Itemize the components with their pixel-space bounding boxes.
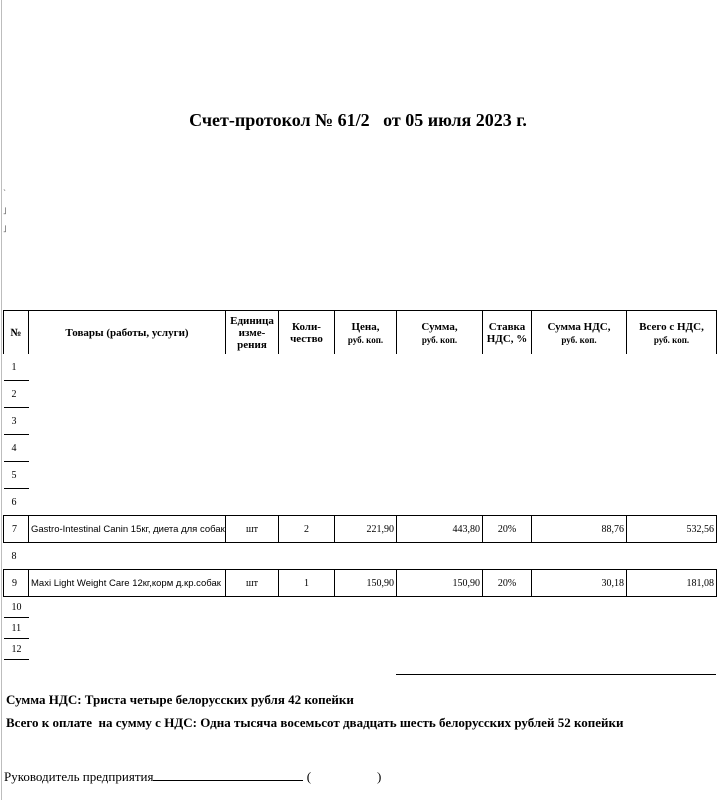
header-price: Цена, руб. коп. — [335, 311, 397, 355]
margin-mark: ˩ — [3, 224, 7, 234]
row-number: 11 — [4, 618, 29, 639]
table-row-item-9 — [4, 570, 717, 597]
table-row — [4, 639, 717, 660]
table-header-row — [4, 311, 717, 355]
item-unit: шт — [226, 570, 279, 597]
table-row — [4, 543, 717, 570]
row-number: 8 — [4, 543, 29, 570]
invoice-table — [3, 310, 717, 660]
total-amount-text: Всего к оплате на сумму с НДС: Одна тысяча восемьсот двадцать шесть белорусских рублей 52 копейки — [6, 715, 624, 730]
table-row — [4, 354, 717, 381]
item-unit: шт — [226, 516, 279, 543]
table-row — [4, 408, 717, 435]
row-number: 9 — [4, 570, 29, 597]
table-row — [4, 381, 717, 408]
header-goods: Товары (работы, услуги) — [29, 311, 226, 355]
item-vat-rate: 20% — [483, 570, 532, 597]
item-vat-sum: 30,18 — [532, 570, 627, 597]
item-sum: 150,90 — [397, 570, 483, 597]
table-row-item-7 — [4, 516, 717, 543]
row-number: 3 — [4, 408, 29, 435]
item-quantity: 2 — [279, 516, 335, 543]
table-row — [4, 597, 717, 618]
item-vat-rate: 20% — [483, 516, 532, 543]
signature-blank — [153, 768, 303, 781]
item-sum: 443,80 — [397, 516, 483, 543]
table-row — [4, 435, 717, 462]
paren-open: ( — [303, 769, 312, 784]
row-number: 6 — [4, 489, 29, 516]
header-number: № — [4, 311, 29, 355]
header-sum: Сумма, руб. коп. — [397, 311, 483, 355]
row-number: 1 — [4, 354, 29, 381]
item-name: Maxi Light Weight Care 12кг,корм д.кр.собак — [29, 570, 226, 597]
row-number: 5 — [4, 462, 29, 489]
signature-label: Руководитель предприятия — [4, 769, 154, 784]
director-signature — [4, 768, 381, 785]
header-vat-sum: Сумма НДС, руб. коп. — [532, 311, 627, 355]
item-quantity: 1 — [279, 570, 335, 597]
paren-close: ) — [377, 769, 382, 784]
header-total: Всего с НДС, руб. коп. — [627, 311, 717, 355]
item-price: 150,90 — [335, 570, 397, 597]
row-number: 10 — [4, 597, 29, 618]
row-number: 4 — [4, 435, 29, 462]
margin-mark: ` — [3, 188, 6, 198]
row-number: 7 — [4, 516, 29, 543]
document-title: Счет-протокол № 61/2 от 05 июля 2023 г. — [189, 110, 527, 130]
header-quantity: Коли- чество — [279, 311, 335, 355]
vat-amount-text: Сумма НДС: Триста четыре белорусских рубля 42 копейки — [6, 692, 354, 707]
row-number: 2 — [4, 381, 29, 408]
row-number: 12 — [4, 639, 29, 660]
header-unit: Единица изме- рения — [226, 311, 279, 355]
header-vat-rate: Ставка НДС, % — [483, 311, 532, 355]
item-total: 181,08 — [627, 570, 717, 597]
item-price: 221,90 — [335, 516, 397, 543]
totals-rule — [396, 674, 716, 675]
table-row — [4, 489, 717, 516]
table-row — [4, 462, 717, 489]
margin-mark: ˩ — [3, 206, 7, 216]
item-vat-sum: 88,76 — [532, 516, 627, 543]
item-name: Gastro-Intestinal Canin 15кг, диета для собак — [29, 516, 226, 543]
table-row — [4, 618, 717, 639]
item-total: 532,56 — [627, 516, 717, 543]
